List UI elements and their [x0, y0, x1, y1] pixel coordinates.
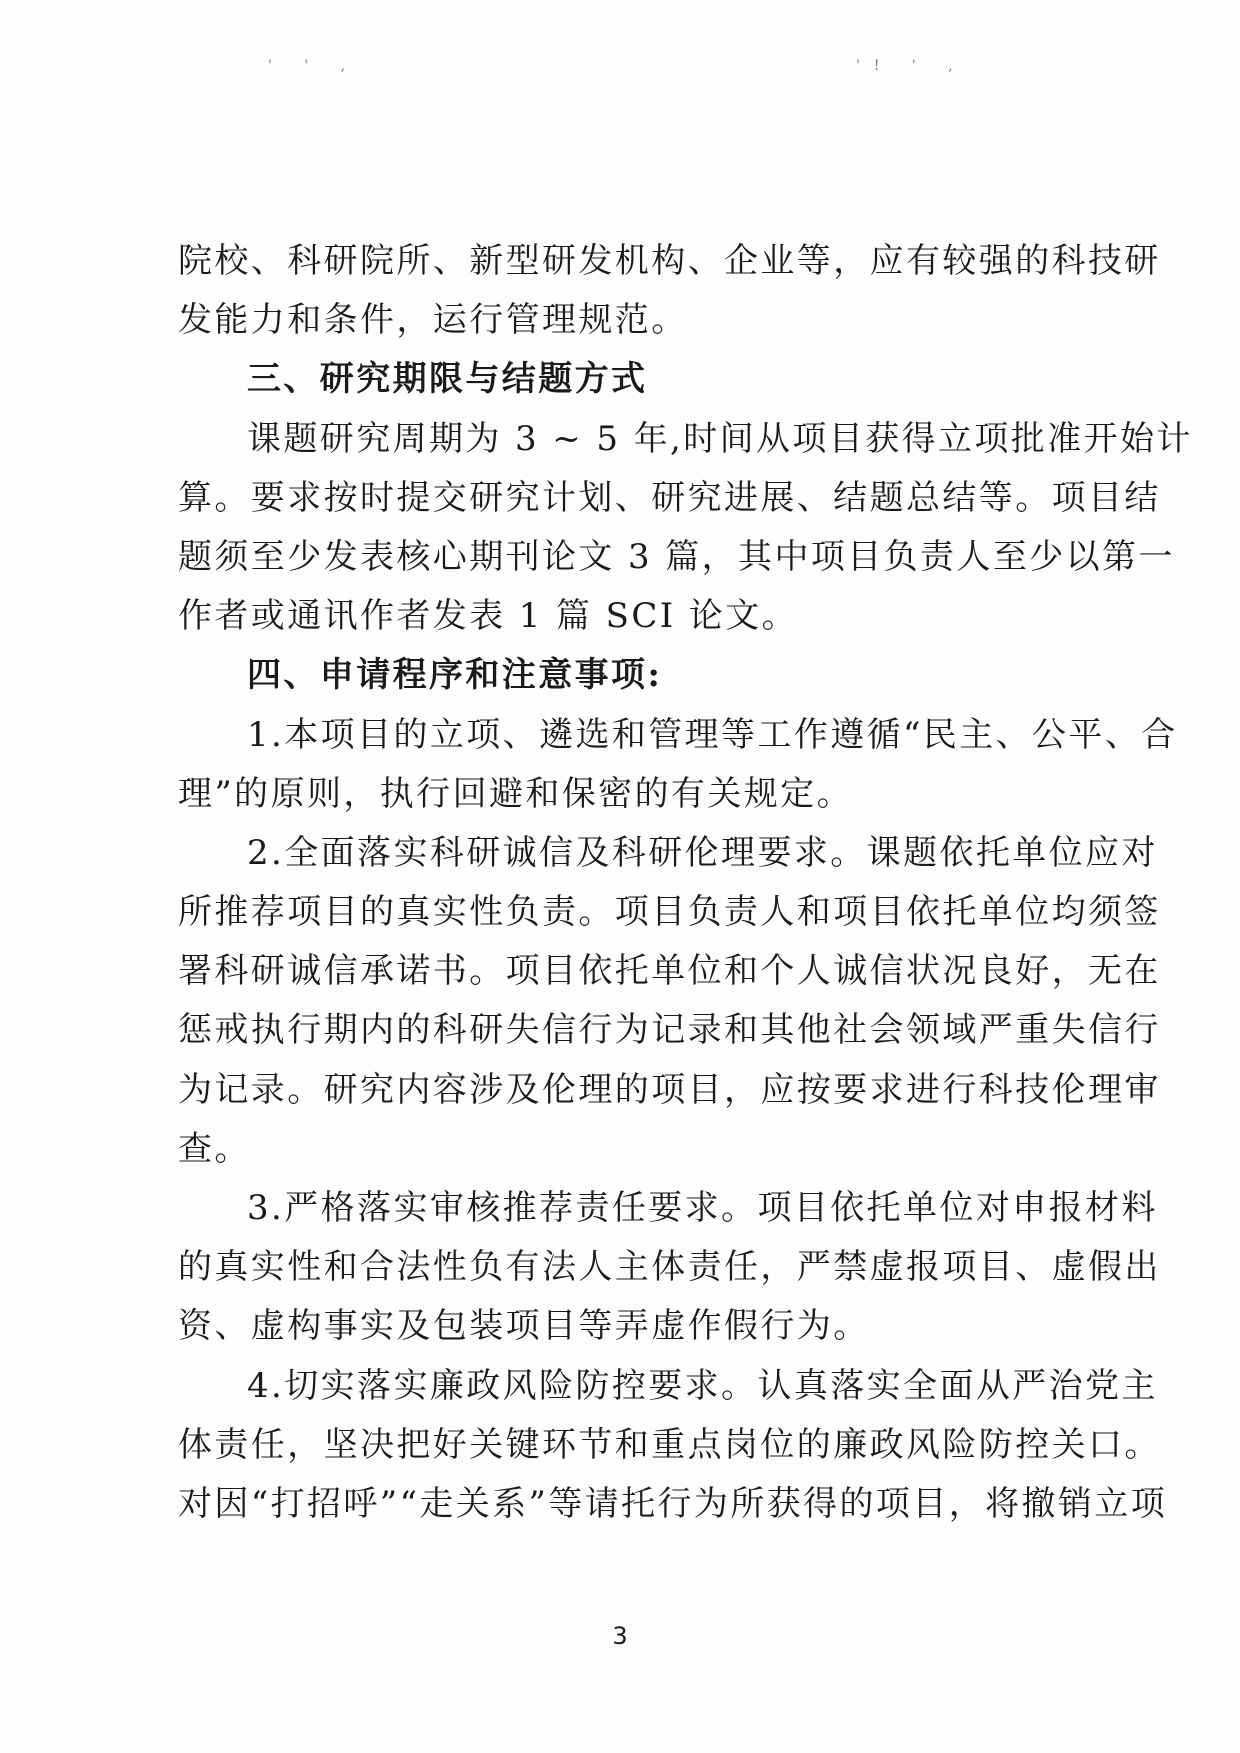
text-line: 4.切实落实廉政风险防控要求。认真落实全面从严治党主 [247, 1365, 1158, 1406]
text-line: 署科研诚信承诺书。项目依托单位和个人诚信状况良好，无在 [178, 951, 1161, 992]
text-line: 对因“打招呼”“走关系”等请托行为所获得的项目，将撤销立项 [178, 1483, 1168, 1524]
text-line: 惩戒执行期内的科研失信行为记录和其他社会领域严重失信行 [178, 1010, 1161, 1051]
text-line: 作者或通讯作者发表 1 篇 SCI 论文。 [178, 596, 798, 637]
text-line: 所推荐项目的真实性负责。项目负责人和项目依托单位均须签 [178, 892, 1161, 933]
text-line: 为记录。研究内容涉及伦理的项目，应按要求进行科技伦理审 [178, 1069, 1161, 1110]
text-line: 资、虚构事实及包装项目等弄虚作假行为。 [178, 1306, 870, 1347]
scan-mark-left: ' ' , [268, 58, 360, 74]
text-line: 2.全面落实科研诚信及科研伦理要求。课题依托单位应对 [247, 832, 1158, 873]
text-line: 题须至少发表核心期刊论文 3 篇，其中项目负责人至少以第一 [178, 536, 1175, 577]
page-number: 3 [612, 1622, 628, 1650]
text-line: 查。 [178, 1128, 251, 1169]
text-line: 3.严格落实审核推荐责任要求。项目依托单位对申报材料 [247, 1188, 1158, 1228]
section-heading-4: 四、申请程序和注意事项: [247, 655, 663, 696]
text-line: 院校、科研院所、新型研发机构、企业等，应有较强的科技研 [178, 241, 1161, 281]
section-heading-3: 三、研究期限与结题方式 [247, 359, 648, 400]
text-line: 理”的原则，执行回避和保密的有关规定。 [178, 773, 853, 814]
text-line: 的真实性和合法性负有法人主体责任，严禁虚报项目、虚假出 [178, 1247, 1161, 1288]
text-line: 1.本项目的立项、遴选和管理等工作遵循“民主、公平、合 [247, 714, 1178, 755]
text-line: 体责任，坚决把好关键环节和重点岗位的廉政风险防控关口。 [178, 1424, 1161, 1465]
text-line: 发能力和条件，运行管理规范。 [178, 300, 688, 341]
document-body [178, 232, 1193, 1534]
text-line: 课题研究周期为 3 ~ 5 年,时间从项目获得立项批准开始计 [247, 418, 1193, 459]
text-line: 算。要求按时提交研究计划、研究进展、结题总结等。项目结 [178, 477, 1161, 518]
scan-mark-right: '! ' , [856, 58, 967, 74]
